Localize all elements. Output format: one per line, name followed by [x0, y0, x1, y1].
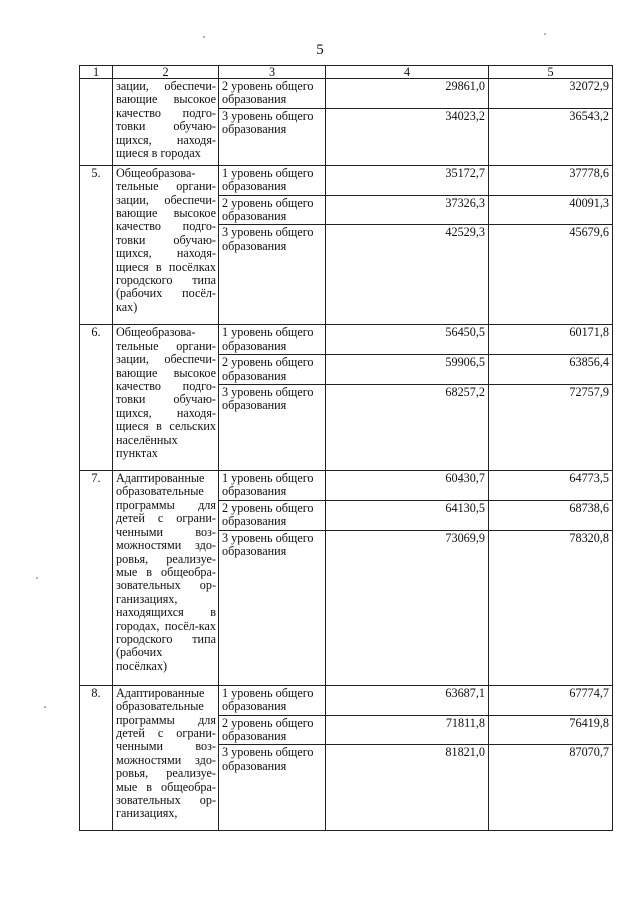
row-number: 5. — [80, 165, 113, 325]
value-col4: 64130,5 — [326, 500, 489, 530]
value-col5: 60171,8 — [489, 325, 613, 355]
value-col4: 34023,2 — [326, 108, 489, 165]
header-cell: 3 — [219, 66, 326, 79]
header-cell: 5 — [489, 66, 613, 79]
funding-table — [79, 65, 613, 831]
value-col4: 81821,0 — [326, 745, 489, 831]
value-col5: 87070,7 — [489, 745, 613, 831]
row-number: 6. — [80, 325, 113, 471]
education-level: 3 уровень общего образования — [219, 745, 326, 831]
education-level: 2 уровень общего образования — [219, 79, 326, 109]
header-cell: 1 — [80, 66, 113, 79]
value-col5: 32072,9 — [489, 79, 613, 109]
education-level: 1 уровень общего образования — [219, 685, 326, 715]
value-col5: 68738,6 — [489, 500, 613, 530]
scan-speck — [36, 577, 38, 579]
table-row — [80, 471, 613, 501]
value-col4: 73069,9 — [326, 530, 489, 685]
organization-description: Адаптированные образовательные программы для детей с ограни-ченными воз-можностями здо-ровья, реализуе-мые в общеобра-зовательных ор-ганизациях, находящихся в городах, посёл-ках городского типа (рабочих посёлках) — [113, 471, 219, 686]
table-row — [80, 325, 613, 355]
education-level: 1 уровень общего образования — [219, 165, 326, 195]
education-level: 3 уровень общего образования — [219, 385, 326, 471]
value-col5: 76419,8 — [489, 715, 613, 745]
value-col4: 37326,3 — [326, 195, 489, 225]
education-level: 3 уровень общего образования — [219, 225, 326, 325]
education-level: 1 уровень общего образования — [219, 325, 326, 355]
education-level: 1 уровень общего образования — [219, 471, 326, 501]
value-col5: 36543,2 — [489, 108, 613, 165]
table-row — [80, 685, 613, 715]
organization-description: Адаптированные образовательные программы для детей с ограни-ченными воз-можностями здо-ровья, реализуе-мые в общеобра-зовательных ор-ганизациях, — [113, 685, 219, 831]
organization-description: Общеобразова-тельные органи-зации, обеспечи-вающие высокое качество подго-товки обучаю-щихся, находя-щиеся в сельских населённых пунктах — [113, 325, 219, 471]
value-col5: 37778,6 — [489, 165, 613, 195]
scan-speck — [544, 33, 546, 35]
value-col4: 63687,1 — [326, 685, 489, 715]
education-level: 2 уровень общего образования — [219, 195, 326, 225]
page-number: 5 — [316, 42, 324, 58]
value-col5: 72757,9 — [489, 385, 613, 471]
value-col4: 59906,5 — [326, 355, 489, 385]
value-col4: 35172,7 — [326, 165, 489, 195]
organization-description: Общеобразова-тельные органи-зации, обеспечи-вающие высокое качество подго-товки обучаю-щихся, находя-щиеся в посёлках городского типа (рабочих посёл-ках) — [113, 165, 219, 325]
organization-description: зации, обеспечи-вающие высокое качество подго-товки обучаю-щихся, находя-щиеся в городах — [113, 79, 219, 166]
table-row — [80, 79, 613, 109]
header-cell: 2 — [113, 66, 219, 79]
table-row — [80, 165, 613, 195]
value-col5: 63856,4 — [489, 355, 613, 385]
row-number: 7. — [80, 471, 113, 686]
value-col5: 78320,8 — [489, 530, 613, 685]
value-col5: 64773,5 — [489, 471, 613, 501]
education-level: 3 уровень общего образования — [219, 108, 326, 165]
education-level: 2 уровень общего образования — [219, 355, 326, 385]
header-cell: 4 — [326, 66, 489, 79]
value-col4: 60430,7 — [326, 471, 489, 501]
value-col4: 71811,8 — [326, 715, 489, 745]
scan-speck — [44, 706, 46, 708]
education-level: 2 уровень общего образования — [219, 500, 326, 530]
value-col4: 56450,5 — [326, 325, 489, 355]
row-number — [80, 79, 113, 166]
value-col4: 29861,0 — [326, 79, 489, 109]
table-header-row — [80, 66, 613, 79]
education-level: 2 уровень общего образования — [219, 715, 326, 745]
row-number: 8. — [80, 685, 113, 831]
value-col5: 45679,6 — [489, 225, 613, 325]
education-level: 3 уровень общего образования — [219, 530, 326, 685]
scan-speck — [203, 36, 205, 38]
value-col4: 42529,3 — [326, 225, 489, 325]
value-col5: 40091,3 — [489, 195, 613, 225]
value-col4: 68257,2 — [326, 385, 489, 471]
value-col5: 67774,7 — [489, 685, 613, 715]
